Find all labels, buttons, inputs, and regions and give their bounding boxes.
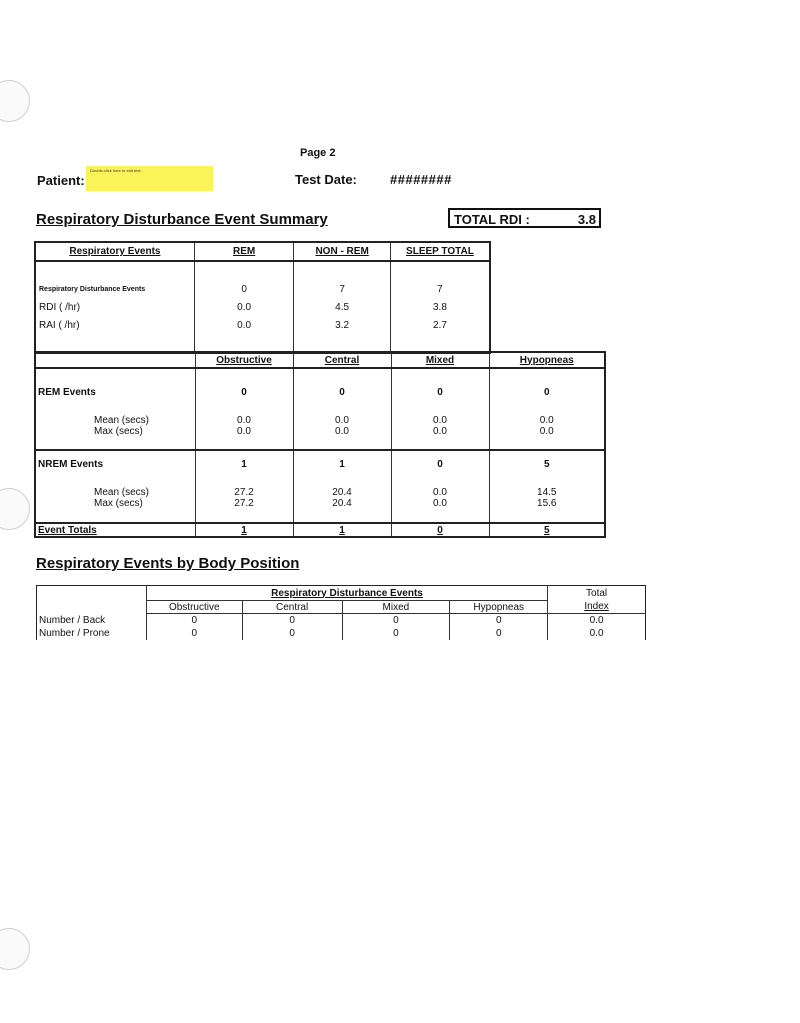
test-date-label: Test Date: bbox=[295, 172, 357, 187]
col-central: Central bbox=[293, 352, 391, 368]
rem-mean-hypopneas: 0.0 bbox=[489, 415, 605, 426]
rem-central: 0 bbox=[293, 379, 391, 405]
total-rdi-value: 3.8 bbox=[577, 212, 596, 227]
event-header-row bbox=[35, 352, 605, 368]
rde-group-label: Respiratory Disturbance Events bbox=[271, 587, 423, 599]
rem-mean-row bbox=[35, 415, 605, 426]
rem-events-label: REM Events bbox=[38, 386, 96, 398]
body-position-table bbox=[36, 585, 646, 640]
prone-index: 0.0 bbox=[548, 627, 646, 640]
test-date-value: ######## bbox=[390, 172, 452, 187]
body-position-title: Respiratory Events by Body Position bbox=[36, 555, 300, 572]
rem-events-row bbox=[35, 379, 605, 405]
prone-obstructive: 0 bbox=[146, 627, 242, 640]
total-value: 3.8 bbox=[390, 298, 490, 316]
col-non-rem: NON - REM bbox=[294, 242, 391, 261]
total-rdi-label: TOTAL RDI : bbox=[454, 212, 530, 227]
punch-hole-bottom bbox=[0, 928, 30, 970]
row-label: RAI ( /hr) bbox=[39, 319, 80, 331]
rem-hypopneas: 0 bbox=[489, 379, 605, 405]
col-obstructive: Obstructive bbox=[195, 352, 293, 368]
total-hypopneas: 5 bbox=[489, 523, 605, 537]
rem-max-row bbox=[35, 426, 605, 437]
col-sleep-total: SLEEP TOTAL bbox=[390, 242, 490, 261]
total-rdi-box bbox=[448, 208, 601, 228]
row-label: Number / Back bbox=[39, 614, 106, 626]
body-position-group-row bbox=[37, 586, 646, 601]
total-mixed: 0 bbox=[391, 523, 489, 537]
mean-label: Mean (secs) bbox=[94, 415, 150, 426]
rem-mean-mixed: 0.0 bbox=[391, 415, 489, 426]
page-number: Page 2 bbox=[300, 147, 336, 159]
nrem-central: 1 bbox=[293, 450, 391, 477]
nrem-events-row bbox=[35, 450, 605, 477]
rem-max-obstructive: 0.0 bbox=[195, 426, 293, 437]
rem-mean-obstructive: 0.0 bbox=[195, 415, 293, 426]
rem-value: 0.0 bbox=[194, 316, 294, 334]
event-type-table bbox=[34, 351, 606, 538]
total-central: 1 bbox=[293, 523, 391, 537]
nrem-mixed: 0 bbox=[391, 450, 489, 477]
col-mixed: Mixed bbox=[342, 601, 450, 614]
nrem-hypopneas: 5 bbox=[489, 450, 605, 477]
summary-header-row bbox=[35, 242, 490, 261]
rem-max-mixed: 0.0 bbox=[391, 426, 489, 437]
col-mixed: Mixed bbox=[391, 352, 489, 368]
event-totals-label: Event Totals bbox=[35, 523, 195, 537]
patient-field[interactable] bbox=[86, 166, 213, 191]
table-row bbox=[37, 627, 646, 640]
total-value: 2.7 bbox=[390, 316, 490, 334]
total-obstructive: 1 bbox=[195, 523, 293, 537]
nonrem-value: 7 bbox=[294, 280, 391, 298]
nrem-mean-central: 20.4 bbox=[293, 487, 391, 498]
rem-max-central: 0.0 bbox=[293, 426, 391, 437]
nrem-max-row bbox=[35, 498, 605, 509]
back-obstructive: 0 bbox=[146, 614, 242, 628]
nrem-mean-hypopneas: 14.5 bbox=[489, 487, 605, 498]
nrem-mean-mixed: 0.0 bbox=[391, 487, 489, 498]
nrem-max-mixed: 0.0 bbox=[391, 498, 489, 509]
body-position-header-row bbox=[37, 601, 646, 614]
nrem-events-label: NREM Events bbox=[35, 450, 195, 477]
row-label: Number / Prone bbox=[39, 628, 110, 639]
back-mixed: 0 bbox=[342, 614, 450, 628]
rem-value: 0.0 bbox=[194, 298, 294, 316]
max-label: Max (secs) bbox=[94, 426, 143, 437]
col-rem: REM bbox=[194, 242, 294, 261]
nrem-obstructive: 1 bbox=[195, 450, 293, 477]
col-central: Central bbox=[242, 601, 342, 614]
patient-field-hint: Double-click here to edit text. bbox=[90, 168, 142, 173]
col-respiratory-events: Respiratory Events bbox=[35, 242, 194, 261]
total-header: Total bbox=[548, 586, 646, 601]
col-hypopneas: Hypopneas bbox=[450, 601, 548, 614]
row-label: RDI ( /hr) bbox=[39, 301, 81, 313]
punch-hole-middle bbox=[0, 488, 30, 530]
mean-label: Mean (secs) bbox=[94, 487, 150, 498]
event-totals-row bbox=[35, 523, 605, 537]
rde-group-header bbox=[146, 586, 547, 601]
punch-hole-top bbox=[0, 80, 30, 122]
index-header: Index bbox=[548, 601, 646, 614]
back-central: 0 bbox=[242, 614, 342, 628]
nonrem-value: 3.2 bbox=[294, 316, 391, 334]
row-label: Respiratory Disturbance Events bbox=[39, 285, 146, 293]
prone-central: 0 bbox=[242, 627, 342, 640]
max-label: Max (secs) bbox=[94, 498, 143, 509]
prone-hypopneas: 0 bbox=[450, 627, 548, 640]
summary-title: Respiratory Disturbance Event Summary bbox=[36, 211, 328, 228]
total-value: 7 bbox=[390, 280, 490, 298]
nrem-max-hypopneas: 15.6 bbox=[489, 498, 605, 509]
col-obstructive: Obstructive bbox=[146, 601, 242, 614]
prone-mixed: 0 bbox=[342, 627, 450, 640]
rem-max-hypopneas: 0.0 bbox=[489, 426, 605, 437]
table-row bbox=[37, 614, 646, 628]
back-index: 0.0 bbox=[548, 614, 646, 628]
nonrem-value: 4.5 bbox=[294, 298, 391, 316]
table-row bbox=[35, 280, 490, 298]
back-hypopneas: 0 bbox=[450, 614, 548, 628]
summary-table bbox=[34, 241, 491, 354]
col-hypopneas: Hypopneas bbox=[489, 352, 605, 368]
patient-label: Patient: bbox=[37, 173, 85, 188]
nrem-max-obstructive: 27.2 bbox=[195, 498, 293, 509]
nrem-mean-row bbox=[35, 487, 605, 498]
rem-mean-central: 0.0 bbox=[293, 415, 391, 426]
table-row bbox=[35, 298, 490, 316]
rem-obstructive: 0 bbox=[195, 379, 293, 405]
rem-mixed: 0 bbox=[391, 379, 489, 405]
table-row bbox=[35, 316, 490, 334]
nrem-mean-obstructive: 27.2 bbox=[195, 487, 293, 498]
nrem-max-central: 20.4 bbox=[293, 498, 391, 509]
rem-value: 0 bbox=[194, 280, 294, 298]
